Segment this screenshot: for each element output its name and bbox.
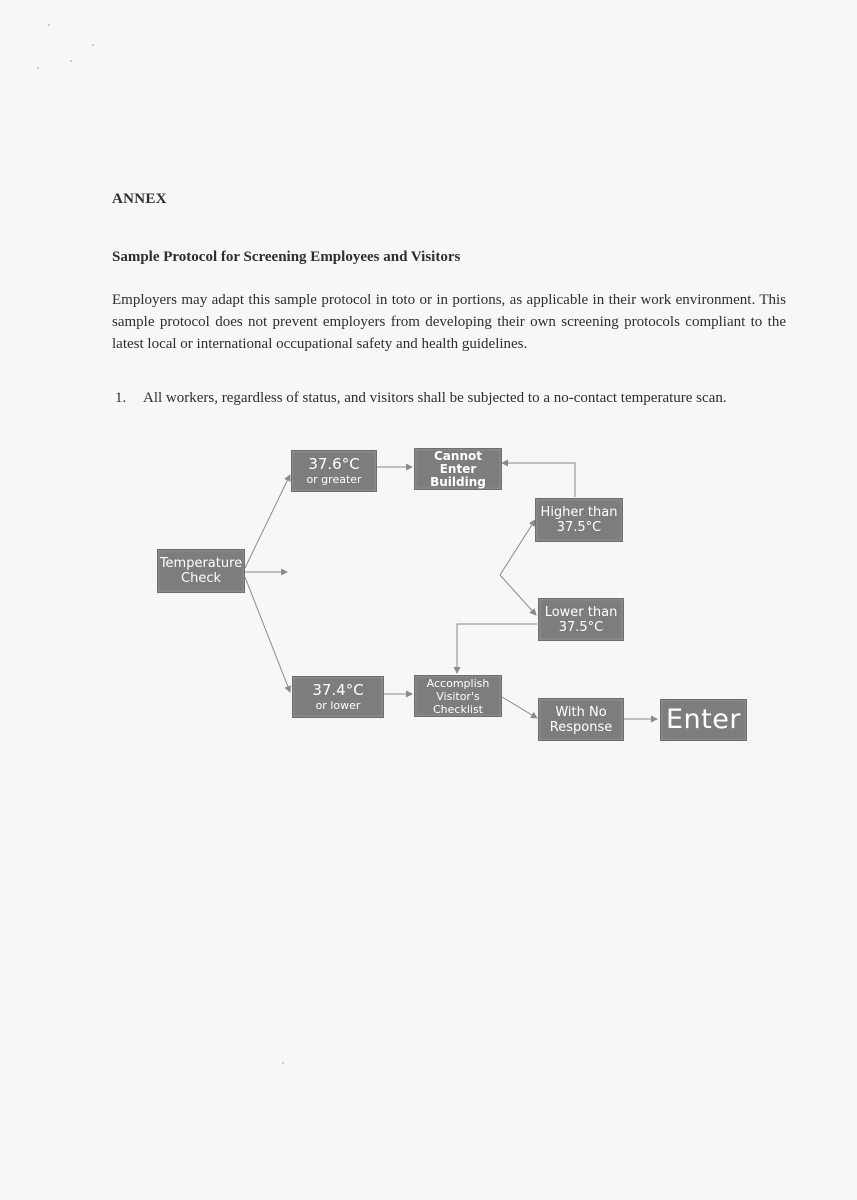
temperature-check-line2: Check: [181, 571, 221, 586]
lower-than-line1: Lower than: [544, 604, 618, 620]
high-temp-box: [291, 450, 377, 492]
connector-line: [502, 463, 575, 497]
intro-paragraph: Employers may adapt this sample protocol in toto or in portions, as applicable in their work environment. This sample protocol does not prevent employers from developing their own screening protocols compliant to the latest local or international occupational safety and health guidelines.: [112, 292, 786, 352]
high-temp-value: 37.6°C: [308, 455, 360, 473]
cannot-enter-line1: Cannot Enter: [434, 448, 482, 476]
no-response-box: [538, 698, 624, 741]
protocol-title: Sample Protocol for Screening Employees and Visitors: [112, 249, 461, 265]
connector-line: [245, 475, 290, 568]
enter-label: Enter: [666, 704, 741, 735]
high-temp-label: or greater: [306, 473, 362, 486]
higher-than-line2: 37.5°C: [556, 520, 602, 535]
annex-heading: ANNEX: [112, 191, 167, 207]
no-response-line2: Response: [549, 719, 613, 735]
low-temp-label: or lower: [315, 699, 361, 712]
no-response-line1: With No: [555, 704, 607, 720]
checklist-line2: Visitor's: [436, 689, 480, 703]
temperature-check-line1: Temperature: [159, 556, 243, 571]
enter-box: [660, 699, 747, 741]
higher-than-box: [535, 498, 623, 542]
temperature-check-box: [157, 549, 245, 593]
checklist-line3: Checklist: [433, 702, 483, 716]
lower-than-line2: 37.5°C: [558, 619, 604, 635]
cannot-enter-box: [414, 448, 502, 490]
connector-line: [245, 577, 290, 692]
list-item-number: 1.: [115, 390, 127, 406]
higher-than-line1: Higher than: [540, 505, 618, 520]
connector-line: [500, 575, 536, 615]
lower-than-box: [538, 598, 624, 641]
connector-line: [502, 697, 537, 718]
connector-line: [500, 520, 535, 575]
connector-line: [457, 624, 537, 673]
low-temp-value: 37.4°C: [312, 681, 364, 699]
list-item-text: All workers, regardless of status, and visitors shall be subjected to a no-contact temperature scan.: [143, 390, 727, 406]
low-temp-box: [292, 676, 384, 718]
cannot-enter-line2: Building: [430, 474, 486, 489]
visitor-checklist-box: [414, 675, 502, 717]
checklist-line1: Accomplish: [426, 676, 490, 690]
